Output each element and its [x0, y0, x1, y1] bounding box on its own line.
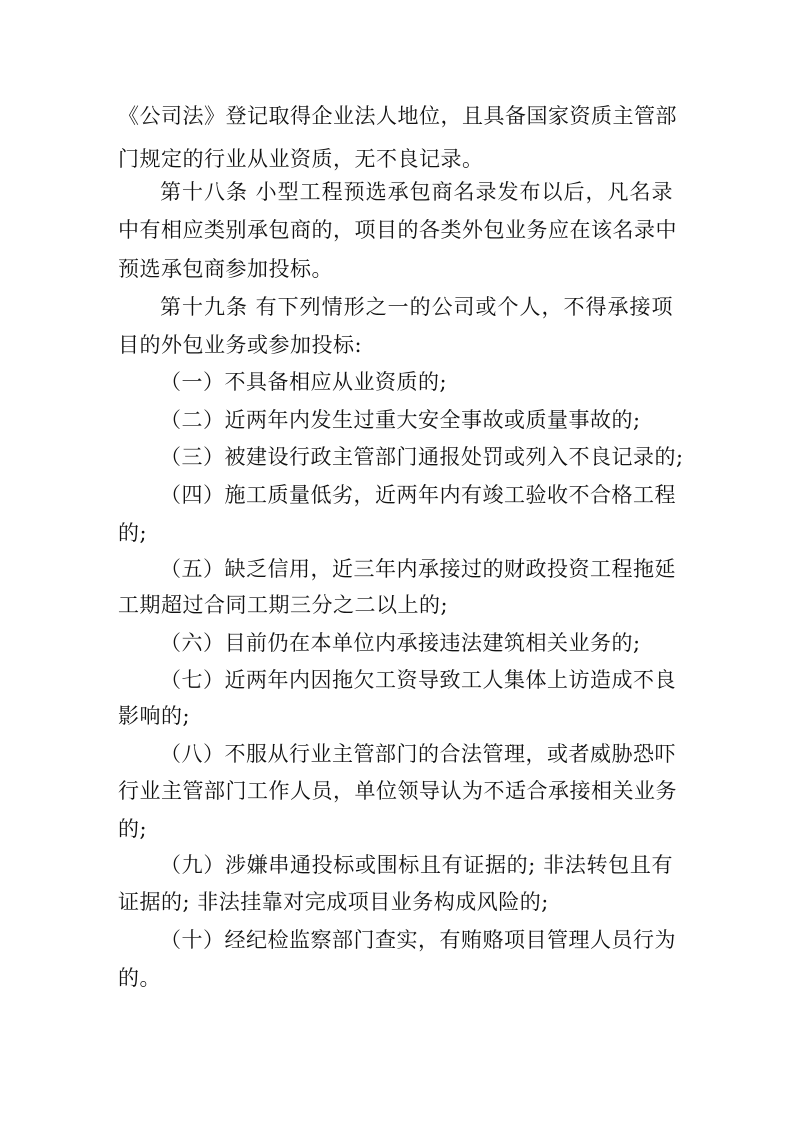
list-item-8-continued: 的;	[118, 817, 148, 841]
list-item-1: （一）不具备相应从业资质的;	[160, 370, 448, 394]
list-item-7: （七）近两年内因拖欠工资导致工人集体上访造成不良	[160, 668, 676, 692]
list-item-4: （四）施工质量低劣，近两年内有竣工验收不合格工程	[160, 483, 676, 507]
text-line: 预选承包商参加投标。	[118, 257, 333, 281]
text-line: 《公司法》登记取得企业法人地位，且具备国家资质主管部	[118, 104, 677, 128]
list-item-10-continued: 的。	[118, 966, 161, 990]
list-item-7-continued: 影响的;	[118, 704, 191, 728]
article-18-first-line: 第十八条 小型工程预选承包商名录发布以后，凡名录	[160, 180, 673, 204]
list-item-9-continued: 证据的; 非法挂靠对完成项目业务构成风险的;	[118, 890, 549, 914]
article-19-first-line: 第十九条 有下列情形之一的公司或个人，不得承接项	[160, 295, 673, 319]
list-item-9: （九）涉嫌串通投标或围标且有证据的; 非法转包且有	[160, 853, 673, 877]
list-item-3: （三）被建设行政主管部门通报处罚或列入不良记录的;	[160, 445, 684, 469]
list-item-6: （六）目前仍在本单位内承接违法建筑相关业务的;	[160, 631, 641, 655]
list-item-4-continued: 的;	[118, 521, 148, 545]
text-line: 目的外包业务或参加投标:	[118, 333, 363, 357]
list-item-8-continued: 行业主管部门工作人员，单位领导认为不适合承接相关业务	[118, 779, 677, 803]
list-item-5: （五）缺乏信用，近三年内承接过的财政投资工程拖延	[160, 557, 676, 581]
list-item-10: （十）经纪检监察部门查实，有贿赂项目管理人员行为	[160, 928, 676, 952]
list-item-2: （二）近两年内发生过重大安全事故或质量事故的;	[160, 408, 641, 432]
text-line: 中有相应类别承包商的，项目的各类外包业务应在该名录中	[118, 218, 677, 242]
list-item-5-continued: 工期超过合同工期三分之二以上的;	[118, 593, 449, 617]
list-item-8: （八）不服从行业主管部门的合法管理，或者威胁恐吓	[160, 742, 676, 766]
text-line: 门规定的行业从业资质，无不良记录。	[118, 147, 484, 171]
